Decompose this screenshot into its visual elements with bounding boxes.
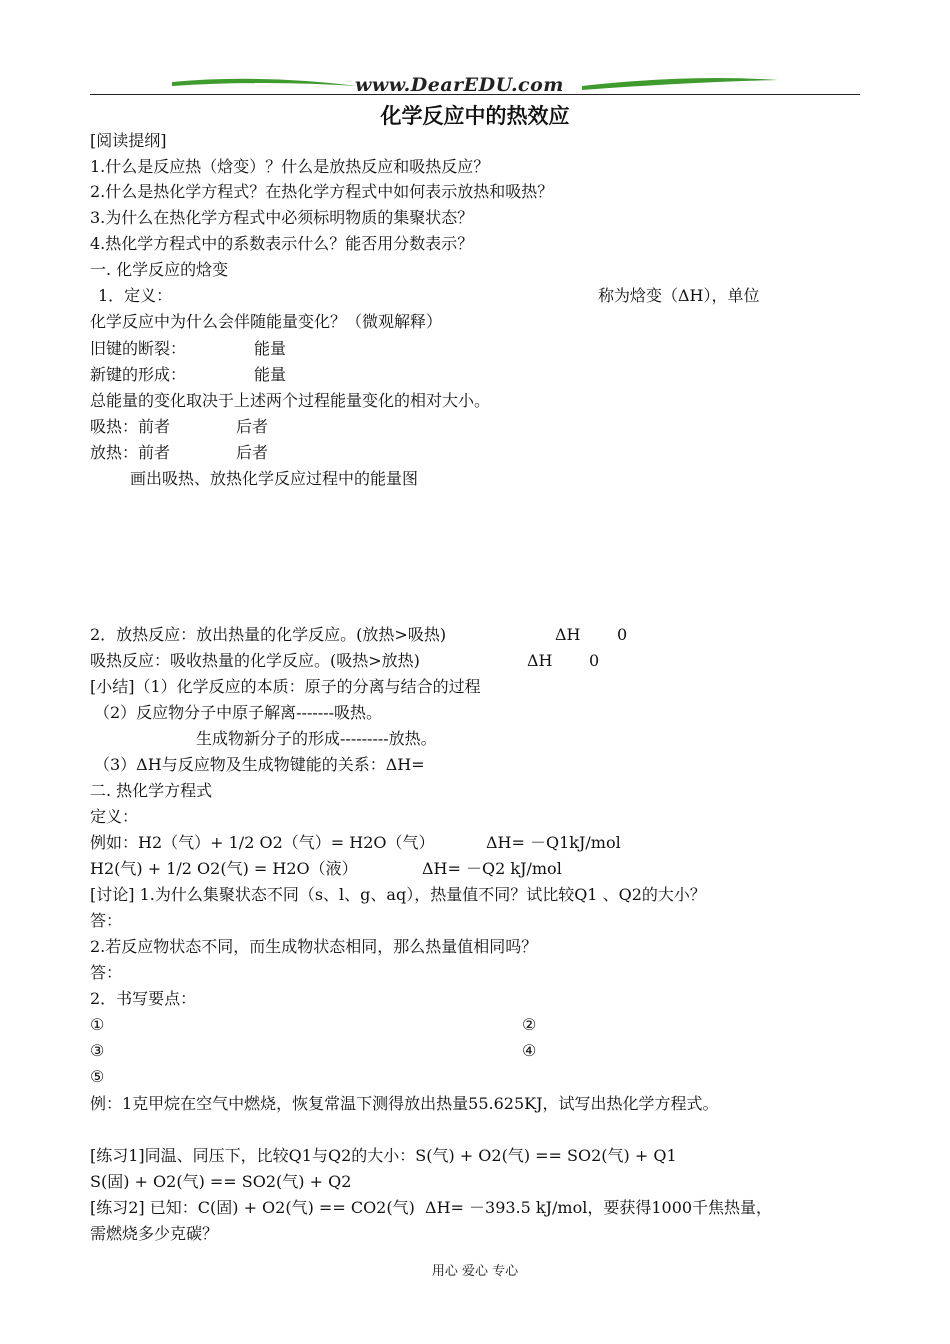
example-equation-1: 例如：H2（气）+ 1/2 O2（气）= H2O（气）	[90, 833, 435, 852]
example-equation-2: H2(气) + 1/2 O2(气) = H2O（液）	[90, 859, 358, 878]
answer-label-1: 答：	[90, 911, 123, 930]
definition-label: 1．定义：	[98, 286, 173, 305]
endothermic-delta-h: ΔH	[527, 651, 553, 670]
endothermic-latter: 后者	[236, 417, 269, 436]
site-logo: www.DearEDU.com	[355, 74, 564, 96]
total-energy-statement: 总能量的变化取决于上述两个过程能量变化的相对大小。	[90, 391, 491, 410]
left-swoosh-decoration	[170, 72, 360, 94]
exercise-1-equation-2: S(固) + O2(气) == SO2(气) + Q2	[90, 1172, 352, 1191]
endothermic-reaction-def: 吸热反应：吸收热量的化学反应。(吸热>放热)	[90, 651, 420, 670]
writing-points-heading: 2．书写要点：	[90, 989, 197, 1008]
endothermic-former: 吸热：前者	[90, 417, 171, 436]
discussion-1: [讨论] 1.为什么集聚状态不同（s、l、g、aq），热量值不同？试比较Q1 、Q2的大小？	[90, 885, 706, 904]
summary-2b: 生成物新分子的形成---------放热。	[196, 729, 437, 748]
point-2: ②	[522, 1015, 537, 1034]
summary-1: [小结]（1）化学反应的本质：原子的分离与结合的过程	[90, 677, 481, 696]
right-swoosh-decoration	[580, 72, 780, 94]
endothermic-zero: 0	[589, 651, 600, 670]
reading-outline-label: [阅读提纲]	[90, 131, 167, 150]
point-4: ④	[522, 1041, 537, 1060]
exothermic-former: 放热：前者	[90, 443, 171, 462]
point-3: ③	[90, 1041, 105, 1060]
definition-label-2: 定义：	[90, 807, 139, 826]
section-1-heading: 一. 化学反应的焓变	[90, 260, 229, 279]
bond-forming-label: 新键的形成：	[90, 365, 187, 384]
bond-breaking-label: 旧键的断裂：	[90, 339, 187, 358]
example-delta-h-2: ΔH= －Q2 kJ/mol	[422, 859, 562, 878]
exercise-2: [练习2] 已知：C(固) + O2(气) == CO2(气) ΔH= －393.5 kJ/mol，要获得1000千焦热量，	[90, 1198, 773, 1217]
point-5: ⑤	[90, 1067, 105, 1086]
footer-text: 用心 爱心 专心	[431, 1264, 519, 1279]
outline-question-2: 2.什么是热化学方程式？在热化学方程式中如何表示放热和吸热？	[90, 182, 554, 201]
exothermic-delta-h: ΔH	[555, 625, 581, 644]
exercise-2-question: 需燃烧多少克碳？	[90, 1224, 219, 1243]
exercise-1: [练习1]同温、同压下，比较Q1与Q2的大小：S(气) + O2(气) == SO2(气) + Q1	[90, 1146, 677, 1165]
exothermic-zero: 0	[617, 625, 628, 644]
definition-enthalpy-text: 称为焓变（ΔH），单位	[598, 286, 760, 305]
exothermic-latter: 后者	[236, 443, 269, 462]
section-2-heading: 二. 热化学方程式	[90, 781, 213, 800]
bond-breaking-energy: 能量	[254, 339, 287, 358]
methane-example: 例：1克甲烷在空气中燃烧，恢复常温下测得放出热量55.625KJ，试写出热化学方程式。	[90, 1094, 719, 1113]
outline-question-3: 3.为什么在热化学方程式中必须标明物质的集聚状态？	[90, 208, 474, 227]
energy-diagram-instruction: 画出吸热、放热化学反应过程中的能量图	[130, 469, 419, 488]
summary-3: （3）ΔH与反应物及生成物键能的关系：ΔH=	[94, 755, 425, 774]
page-title: 化学反应中的热效应	[380, 104, 570, 128]
bond-forming-energy: 能量	[254, 365, 287, 384]
answer-label-2: 答：	[90, 963, 123, 982]
discussion-2: 2.若反应物状态不同，而生成物状态相同，那么热量值相同吗？	[90, 937, 538, 956]
outline-question-4: 4.热化学方程式中的系数表示什么？能否用分数表示？	[90, 234, 474, 253]
micro-explanation-question: 化学反应中为什么会伴随能量变化？（微观解释）	[90, 312, 443, 331]
outline-question-1: 1.什么是反应热（焓变）？什么是放热反应和吸热反应？	[90, 157, 490, 176]
summary-2: （2）反应物分子中原子解离-------吸热。	[94, 703, 383, 722]
point-1: ①	[90, 1015, 105, 1034]
example-delta-h-1: ΔH= －Q1kJ/mol	[486, 833, 621, 852]
header-rule	[90, 94, 860, 95]
exothermic-reaction-def: 2．放热反应：放出热量的化学反应。(放热>吸热)	[90, 625, 447, 644]
